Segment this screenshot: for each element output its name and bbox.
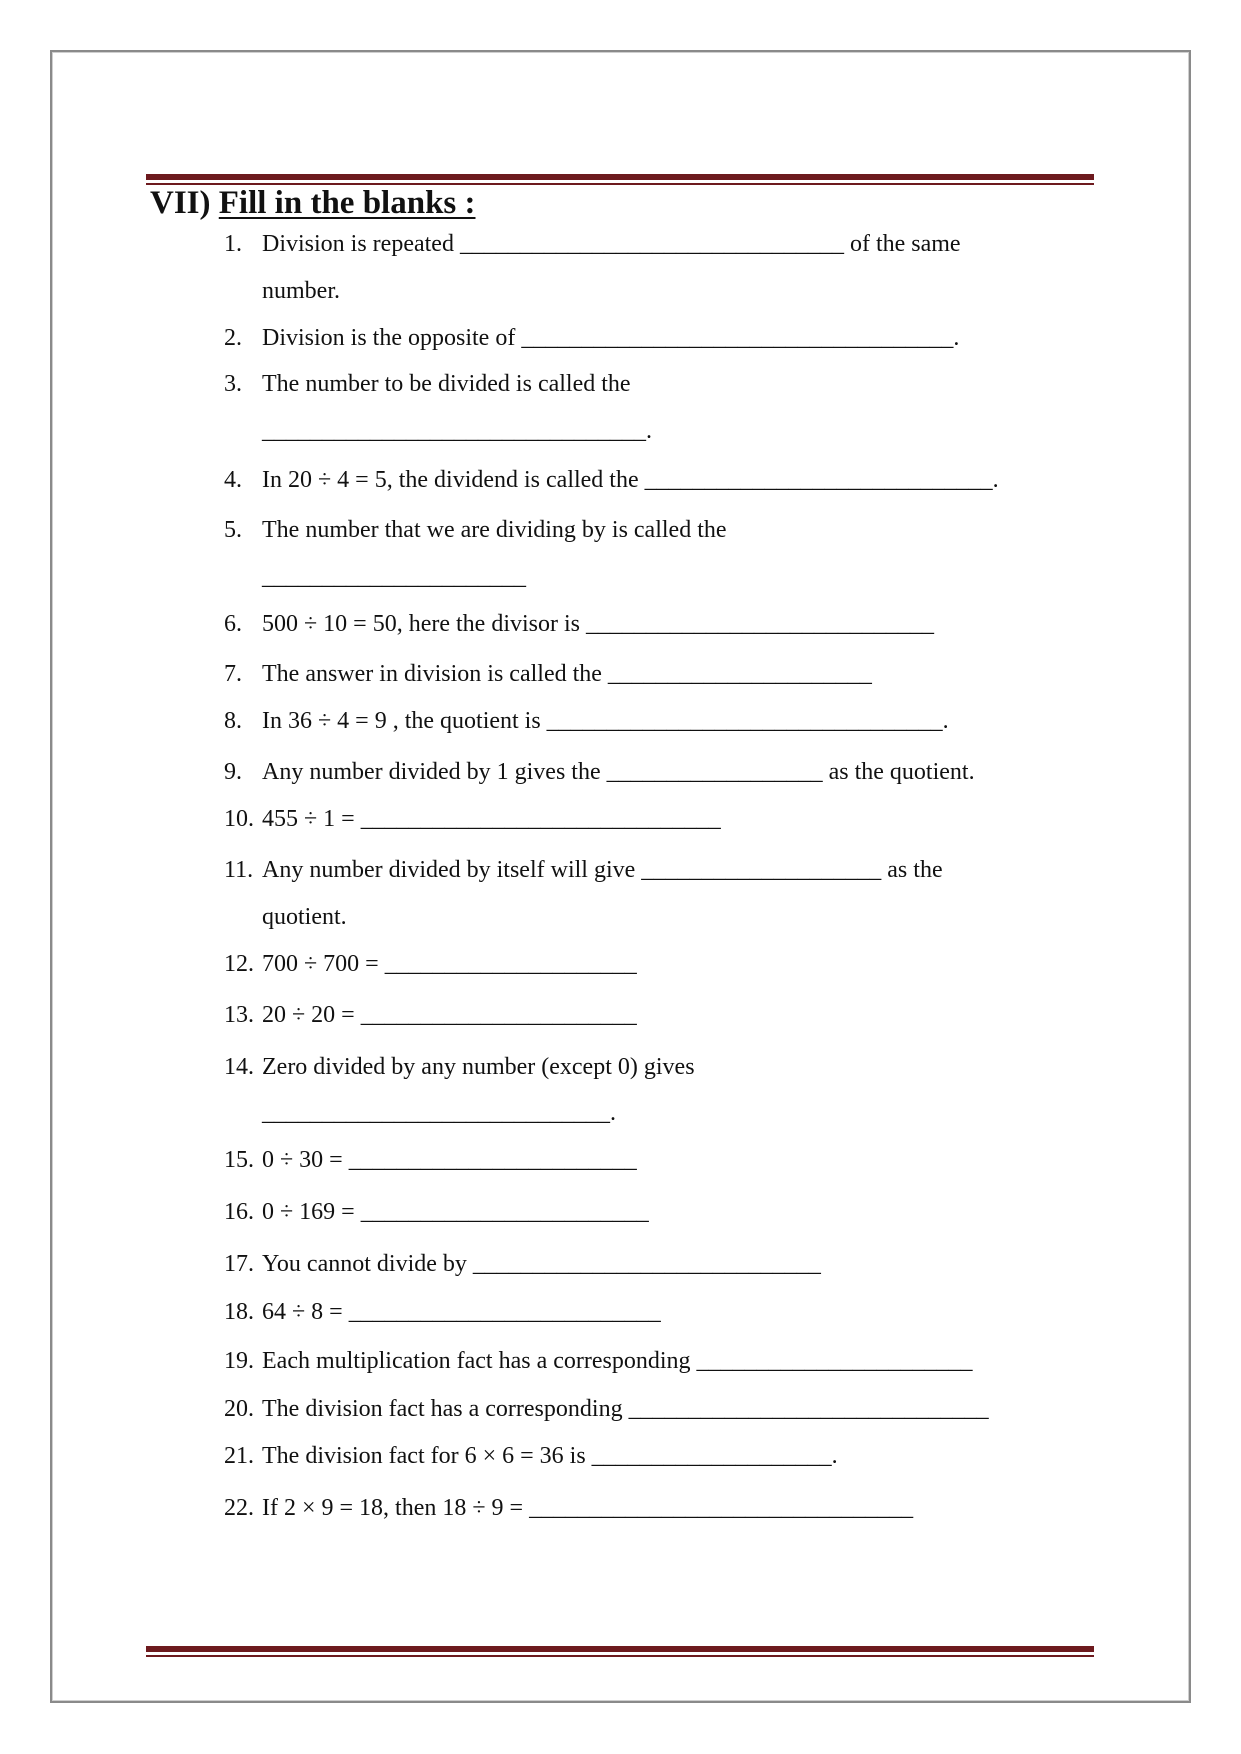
question-14-continuation[interactable]: _____________________________. — [262, 1100, 616, 1126]
question-text[interactable]: 700 ÷ 700 = _____________________ — [262, 951, 637, 977]
question-20 — [224, 1394, 989, 1424]
question-number: 22. — [224, 1495, 254, 1521]
question-text[interactable]: 0 ÷ 169 = ________________________ — [262, 1199, 649, 1225]
question-21 — [224, 1441, 838, 1471]
question-7 — [224, 659, 872, 689]
question-10 — [224, 804, 721, 834]
question-1 — [224, 229, 961, 259]
question-11 — [224, 855, 943, 885]
question-text[interactable]: If 2 × 9 = 18, then 18 ÷ 9 = ________________________________ — [262, 1495, 914, 1521]
section-title: Fill in the blanks : — [218, 185, 476, 221]
question-19 — [224, 1346, 973, 1376]
question-number: 8. — [224, 708, 242, 734]
question-6 — [224, 609, 934, 639]
question-number: 6. — [224, 611, 242, 637]
question-number: 12. — [224, 951, 254, 977]
question-15 — [224, 1145, 637, 1175]
question-text[interactable]: In 36 ÷ 4 = 9 , the quotient is _________________________________. — [262, 708, 949, 734]
question-text[interactable]: Each multiplication fact has a corresponding _______________________ — [262, 1348, 973, 1374]
bottom-decorative-rule — [146, 1646, 1094, 1657]
question-3 — [224, 369, 631, 399]
question-number: 3. — [224, 371, 242, 397]
question-text[interactable]: Any number divided by 1 gives the __________________ as the quotient. — [262, 759, 975, 785]
question-text[interactable]: 64 ÷ 8 = __________________________ — [262, 1299, 661, 1325]
question-5 — [224, 515, 727, 545]
question-number: 4. — [224, 467, 242, 493]
question-1-continuation: number. — [262, 278, 340, 304]
question-number: 9. — [224, 759, 242, 785]
question-22 — [224, 1493, 913, 1523]
question-text[interactable]: Any number divided by itself will give ____________________ as the — [262, 857, 943, 883]
question-12 — [224, 949, 637, 979]
question-text[interactable]: You cannot divide by _____________________________ — [262, 1251, 821, 1277]
question-11-continuation: quotient. — [262, 904, 347, 930]
question-text[interactable]: Division is the opposite of ____________________________________. — [262, 325, 960, 351]
question-text[interactable]: 455 ÷ 1 = ______________________________ — [262, 806, 721, 832]
question-text[interactable]: In 20 ÷ 4 = 5, the dividend is called the _____________________________. — [262, 467, 999, 493]
question-number: 13. — [224, 1002, 254, 1028]
question-number: 20. — [224, 1396, 254, 1422]
question-16 — [224, 1197, 649, 1227]
question-number: 21. — [224, 1443, 254, 1469]
question-number: 7. — [224, 661, 242, 687]
question-17 — [224, 1249, 821, 1279]
question-text[interactable]: 20 ÷ 20 = _______________________ — [262, 1002, 637, 1028]
section-number: VII) — [150, 185, 211, 221]
section-heading — [150, 183, 476, 223]
question-2 — [224, 323, 959, 353]
question-text[interactable]: The answer in division is called the ______________________ — [262, 661, 872, 687]
question-8 — [224, 706, 949, 736]
question-text[interactable]: 500 ÷ 10 = 50, here the divisor is _____________________________ — [262, 611, 934, 637]
question-14 — [224, 1052, 695, 1082]
question-text[interactable]: Division is repeated ________________________________ of the same — [262, 231, 961, 257]
question-number: 11. — [224, 857, 254, 883]
question-text[interactable]: 0 ÷ 30 = ________________________ — [262, 1147, 637, 1173]
question-number: 17. — [224, 1251, 254, 1277]
question-4 — [224, 465, 999, 495]
question-text[interactable]: The number to be divided is called the — [262, 371, 631, 397]
question-9 — [224, 757, 975, 787]
question-text[interactable]: Zero divided by any number (except 0) gives — [262, 1054, 695, 1080]
question-18 — [224, 1297, 661, 1327]
question-number: 1. — [224, 231, 242, 257]
question-text[interactable]: The number that we are dividing by is called the — [262, 517, 727, 543]
question-text[interactable]: The division fact has a corresponding ______________________________ — [262, 1396, 989, 1422]
question-text[interactable]: The division fact for 6 × 6 = 36 is ____________________. — [262, 1443, 838, 1469]
question-5-continuation[interactable]: ______________________ — [262, 564, 526, 590]
question-13 — [224, 1000, 637, 1030]
question-number: 2. — [224, 325, 242, 351]
question-number: 10. — [224, 806, 254, 832]
question-number: 18. — [224, 1299, 254, 1325]
question-number: 19. — [224, 1348, 254, 1374]
question-number: 14. — [224, 1054, 254, 1080]
question-number: 15. — [224, 1147, 254, 1173]
question-number: 16. — [224, 1199, 254, 1225]
question-number: 5. — [224, 517, 242, 543]
question-3-continuation[interactable]: ________________________________. — [262, 418, 652, 444]
